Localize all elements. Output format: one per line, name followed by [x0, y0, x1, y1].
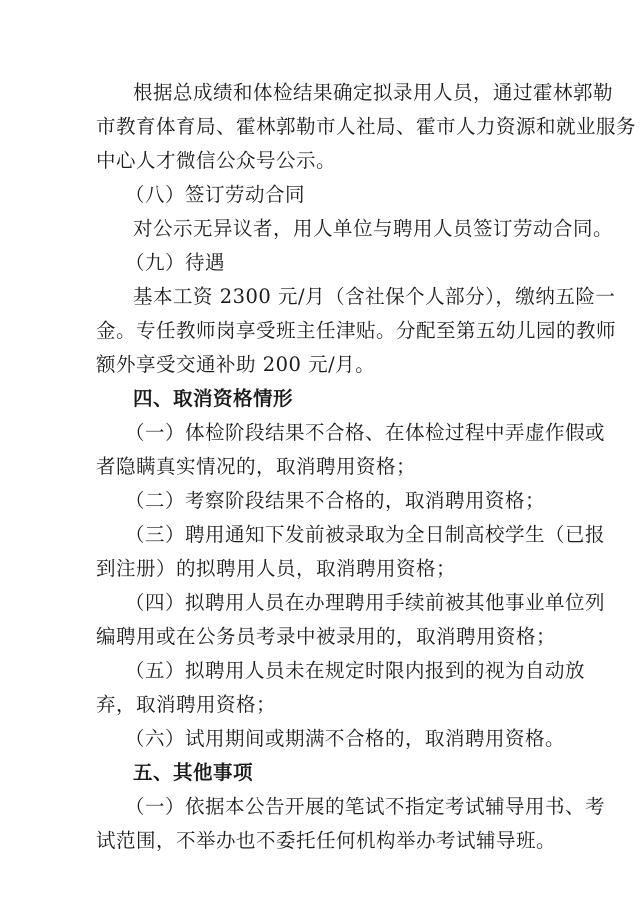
section-heading: 四、取消资格情形	[133, 387, 294, 410]
section-subheading: （八）签订劳动合同	[125, 183, 306, 206]
text-line: （二）考察阶段结果不合格的，取消聘用资格；	[125, 489, 546, 512]
section-heading: 五、其他事项	[133, 761, 254, 784]
section-subheading: （九）待遇	[125, 251, 226, 274]
text-line: 对公示无异议者，用人单位与聘用人员签订劳动合同。	[133, 217, 614, 240]
text-line: 市教育体育局、霍林郭勒市人社局、霍市人力资源和就业服务	[96, 115, 637, 138]
text-line: 编聘用或在公务员考录中被录用的，取消聘用资格；	[96, 625, 557, 648]
text-line: （五）拟聘用人员未在规定时限内报到的视为自动放	[125, 659, 586, 682]
text-line: 额外享受交通补助 200 元/月。	[96, 353, 376, 376]
text-line: 到注册）的拟聘用人员，取消聘用资格；	[96, 557, 457, 580]
text-line: （六）试用期间或期满不合格的，取消聘用资格。	[125, 727, 566, 750]
text-line: 弃，取消聘用资格；	[96, 693, 277, 716]
text-line: （三）聘用通知下发前被录取为全日制高校学生（已报	[125, 523, 606, 546]
text-line: 中心人才微信公众号公示。	[96, 149, 337, 172]
text-line: 试范围，不举办也不委托任何机构举办考试辅导班。	[96, 829, 557, 852]
text-line: （四）拟聘用人员在办理聘用手续前被其他事业单位列	[125, 591, 606, 614]
text-line: （一）依据本公告开展的笔试不指定考试辅导用书、考	[125, 795, 606, 818]
text-line: 者隐瞒真实情况的，取消聘用资格；	[96, 455, 417, 478]
text-line: （一）体检阶段结果不合格、在体检过程中弄虚作假或	[125, 421, 606, 444]
text-line: 根据总成绩和体检结果确定拟录用人员，通过霍林郭勒	[133, 81, 614, 104]
text-line: 金。专任教师岗享受班主任津贴。分配至第五幼儿园的教师	[96, 319, 617, 342]
text-line: 基本工资 2300 元/月（含社保个人部分），缴纳五险一	[133, 285, 616, 308]
